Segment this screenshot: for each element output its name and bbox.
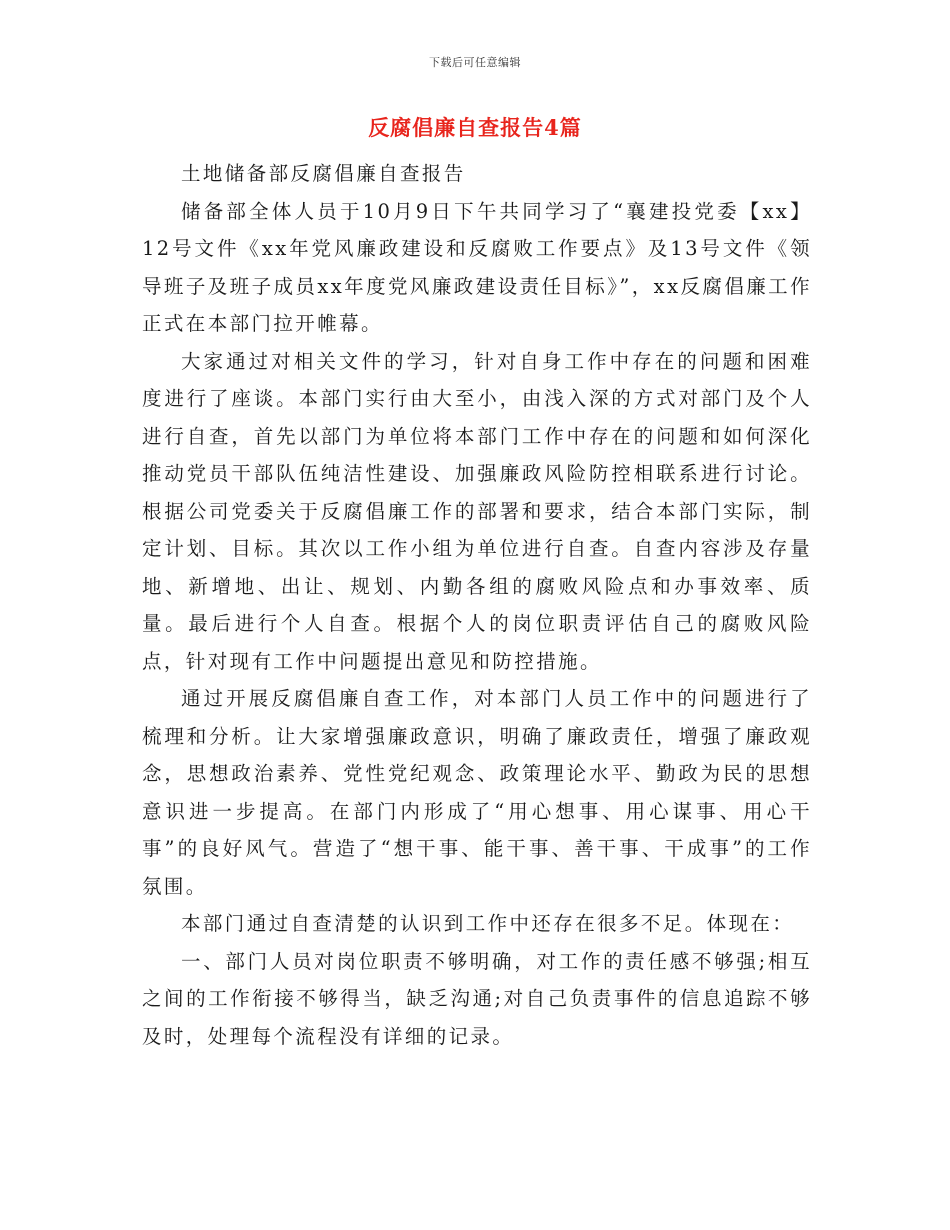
body-paragraph-4: 本部门通过自查清楚的认识到工作中还存在很多不足。体现在： bbox=[181, 912, 795, 935]
document-body bbox=[142, 155, 812, 1055]
section-heading: 土地储备部反腐倡廉自查报告 bbox=[181, 162, 466, 185]
body-paragraph-2: 大家通过对相关文件的学习，针对自身工作中存在的问题和困难度进行了座谈。本部门实行由大至小，由浅入深的方式对部门及个人进行自查，首先以部门为单位将本部门工作中存在的问题和如何深化推动党员干部队伍纯洁性建设、加强廉政风险防控相联系进行讨论。根据公司党委关于反腐倡廉工作的部署和要求，结合本部门实际，制定计划、目标。其次以工作小组为单位进行自查。自查内容涉及存量地、新增地、出让、规划、内勤各组的腐败风险点和办事效率、质量。最后进行个人自查。根据个人的岗位职责评估自己的腐败风险点，针对现有工作中问题提出意见和防控措施。 bbox=[142, 349, 812, 673]
header-note: 下载后可任意编辑 bbox=[429, 56, 521, 69]
document-title: 反腐倡廉自查报告4篇 bbox=[368, 115, 582, 140]
body-paragraph-5: 一、部门人员对岗位职责不够明确，对工作的责任感不够强;相互之间的工作衔接不够得当，缺乏沟通;对自己负责事件的信息追踪不够及时，处理每个流程没有详细的记录。 bbox=[142, 949, 812, 1048]
body-paragraph-3: 通过开展反腐倡廉自查工作，对本部门人员工作中的问题进行了梳理和分析。让大家增强廉政意识，明确了廉政责任，增强了廉政观念，思想政治素养、党性党纪观念、政策理论水平、勤政为民的思想意识进一步提高。在部门内形成了“用心想事、用心谋事、用心干事”的良好风气。营造了“想干事、能干事、善干事、干成事”的工作氛围。 bbox=[142, 687, 812, 898]
body-paragraph-1: 储备部全体人员于10月9日下午共同学习了“襄建投党委【xx】12号文件《xx年党风廉政建设和反腐败工作要点》及13号文件《领导班子及班子成员xx年度党风廉政建设责任目标》”，xx反腐倡廉工作正式在本部门拉开帷幕。 bbox=[142, 199, 812, 335]
